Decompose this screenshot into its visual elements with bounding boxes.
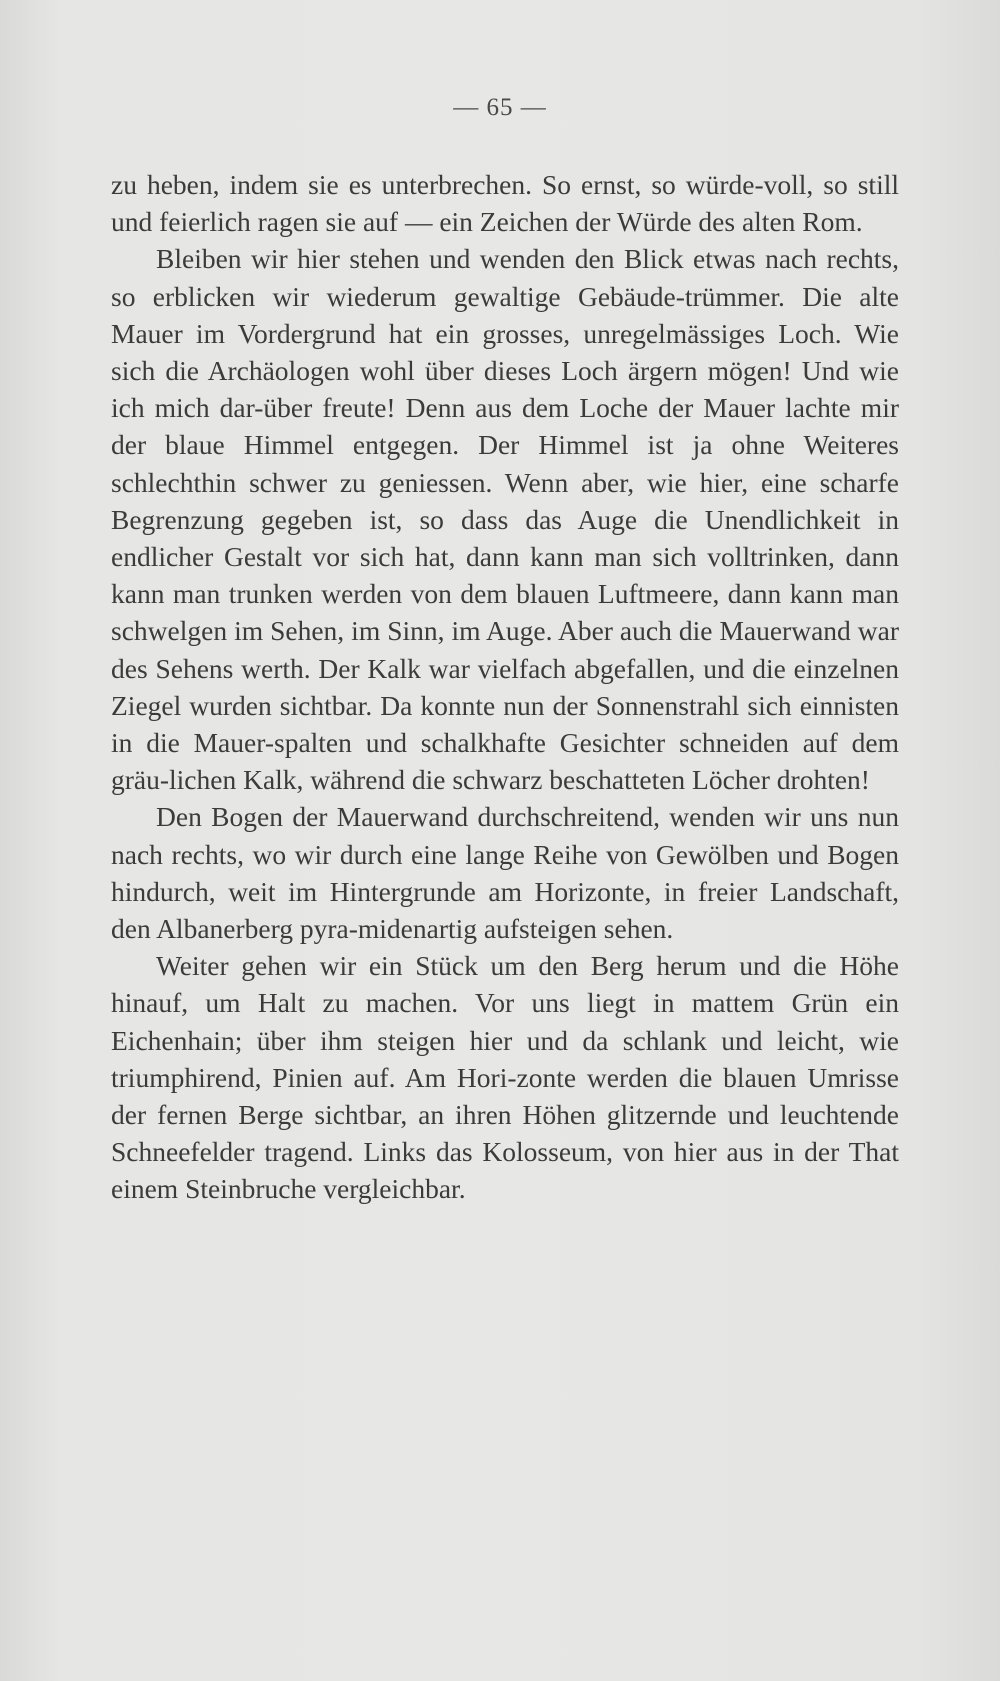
page-number: — 65 — (453, 94, 547, 121)
paragraph-3: Den Bogen der Mauerwand durchschreitend, wenden wir uns nun nach rechts, wo wir durch eine lange Reihe von Gewölben und Bogen hindurch, weit im Hintergrunde am Horizonte, in freier Landschaft, den Albanerberg pyra-midenartig aufsteigen sehen. (111, 801, 899, 945)
body-text (111, 166, 899, 1208)
paragraph-1: zu heben, indem sie es unterbrechen. So ernst, so würde-voll, so still und feierlich ragen sie auf — ein Zeichen der Würde des alten Rom. (111, 169, 899, 238)
paragraph-4: Weiter gehen wir ein Stück um den Berg herum und die Höhe hinauf, um Halt zu machen. Vor uns liegt in mattem Grün ein Eichenhain; über ihm steigen hier und da schlank und leicht, wie triumphirend, Pinien auf. Am Hori-zonte werden die blauen Umrisse der fernen Berge sichtbar, an ihren Höhen glitzernde und leuchtende Schneefelder tragend. Links das Kolosseum, von hier aus in der That einem Steinbruche vergleichbar. (111, 950, 899, 1205)
paragraph-2: Bleiben wir hier stehen und wenden den Blick etwas nach rechts, so erblicken wir wiederum gewaltige Gebäude-trümmer. Die alte Mauer im Vordergrund hat ein grosses, unregelmässiges Loch. Wie sich die Archäologen wohl über dieses Loch ärgern mögen! Und wie ich mich dar-über freute! Denn aus dem Loche der Mauer lachte mir der blaue Himmel entgegen. Der Himmel ist ja ohne Weiteres schlechthin schwer zu geniessen. Wenn aber, wie hier, eine scharfe Begrenzung gegeben ist, so dass das Auge die Unendlichkeit in endlicher Gestalt vor sich hat, dann kann man sich volltrinken, dann kann man trunken werden von dem blauen Luftmeere, dann kann man schwelgen im Sehen, im Sinn, im Auge. Aber auch die Mauerwand war des Sehens werth. Der Kalk war vielfach abgefallen, und die einzelnen Ziegel wurden sichtbar. Da konnte nun der Sonnenstrahl sich einnisten in die Mauer-spalten und schalkhafte Gesichter schneiden auf dem gräu-lichen Kalk, während die schwarz beschatteten Löcher drohten! (111, 243, 899, 796)
